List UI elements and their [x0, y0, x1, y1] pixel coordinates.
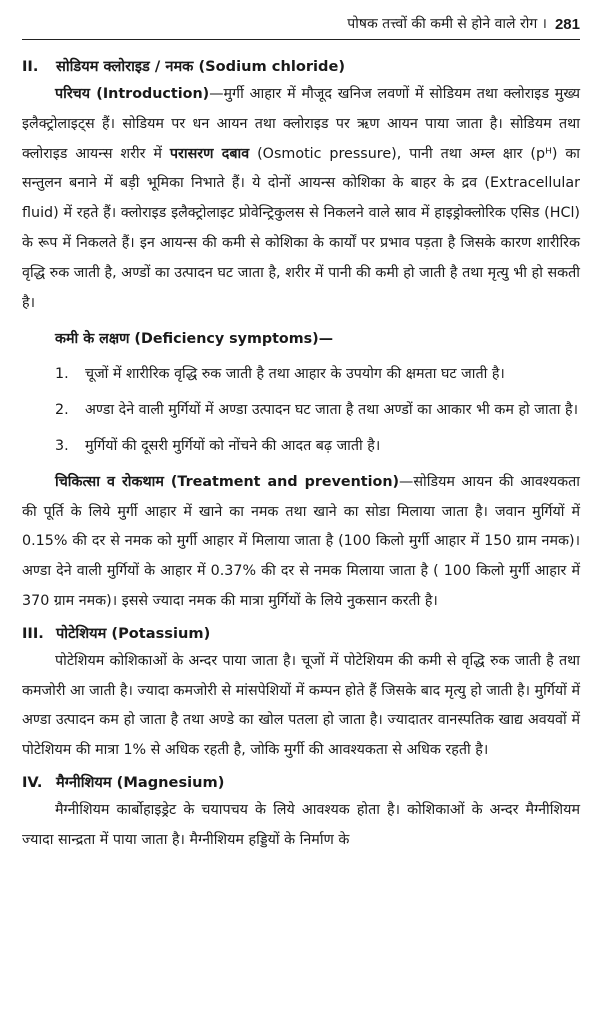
section-title: सोडियम क्लोराइड / नमक (Sodium chloride) [56, 58, 346, 75]
page-number: 281 [554, 16, 580, 33]
list-text: अण्डा देने वाली मुर्गियों में अण्डा उत्पादन घट जाता है तथा अण्डों का आकार भी कम हो जाता है। [85, 402, 579, 419]
intro-text: —मुर्गी आहार में मौजूद खनिज लवणों में सोडियम तथा क्लोराइड मुख्य इलैक्ट्रोलाइट्स हैं। सोडियम पर धन आयन तथा क्लोराइड पर ऋण आयन पाया जाता है। सोडियम तथा क्लोराइड आयन्स शरीर में [22, 86, 580, 162]
intro-text-continued: (Osmotic pressure), पानी तथा अम्ल क्षार (pᴴ) का सन्तुलन बनाने में बड़ी भूमिका निभाते हैं। ये दोनों आयन्स कोशिका के बाहर के द्रव (Extracellular fluid) में रहते हैं। क्लोराइड इलैक्ट्रोलाइट प्रोवेन्ट्रिकुलस से निकलने वाले स्राव में हाइड्रोक्लोरिक एसिड (HCl) के रूप में निकलते हैं। इन आयन्स की कमी से कोशिका के कार्यों पर प्रभाव पड़ता है जिसके कारण शारीरिक वृद्धि रुक जाती है, अण्डों का उत्पादन घट जाता है, शरीर में पानी की कमी हो जाती है तथा मृत्यु भी हो सकती है। [22, 145, 581, 311]
section-heading-potassium [22, 623, 580, 643]
sodium-intro-paragraph [22, 80, 580, 318]
section-title: पोटेशियम (Potassium) [56, 624, 211, 642]
list-item [22, 432, 580, 462]
treatment-text: —सोडियम आयन की आवश्यकता की पूर्ति के लिये मुर्गी आहार में खाने का नमक तथा खाने का सोडा मिलाया जाता है। जवान मुर्गियों में 0.15% की दर से नमक को मुर्गी आहार में मिलाया जाता है (100 किलो मुर्गी आहार में 150 ग्राम नमक)। अण्डा देने वाली मुर्गियों के आहार में 0.37% की दर से नमक मिलाया जाता है ( 100 किलो मुर्गी आहार में 370 ग्राम नमक)। इससे ज्यादा नमक की मात्रा मुर्गियों के लिये नुकसान करती है। [22, 473, 581, 609]
list-text: मुर्गियों की दूसरी मुर्गियों को नोंचने की आदत बढ़ जाती है। [85, 437, 381, 454]
list-number: 1. [55, 366, 69, 383]
section-numeral: IV. [22, 773, 43, 791]
section-numeral: II. [22, 58, 39, 75]
intro-label: परिचय (Introduction) [55, 86, 210, 102]
list-number: 3. [55, 437, 69, 454]
list-number: 2. [55, 402, 69, 419]
symptoms-list [22, 360, 580, 461]
list-item [22, 360, 580, 390]
deficiency-symptoms-label: कमी के लक्षण (Deficiency symptoms)— [55, 331, 333, 348]
section-heading-sodium [22, 56, 580, 76]
treatment-paragraph [22, 468, 580, 617]
running-header [22, 0, 580, 40]
list-text: चूजों में शारीरिक वृद्धि रुक जाती है तथा आहार के उपयोग की क्षमता घट जाती है। [85, 366, 505, 383]
section-heading-magnesium [22, 772, 580, 792]
section-numeral: III. [22, 624, 44, 642]
treatment-label: चिकित्सा व रोकथाम (Treatment and prevention) [55, 473, 400, 490]
potassium-paragraph: पोटेशियम कोशिकाओं के अन्दर पाया जाता है। चूजों में पोटेशियम की कमी से वृद्धि रुक जाती है तथा कमजोरी आ जाती है। ज्यादा कमजोरी से मांसपेशियों में कम्पन होते हैं जिसके बाद मृत्यु हो जाती है। मुर्गियों में अण्डा उत्पादन कम हो जाता है तथा अण्डे का खोल पतला हो जाता है। ज्यादातर वानस्पतिक खाद्य अवयवों में पोटेशियम की मात्रा 1% से अधिक रहती है, जोकि मुर्गी की आवश्यकता से अधिक रहती है। [22, 652, 580, 759]
osmotic-pressure-term: परासरण दबाव [169, 145, 250, 162]
list-item [22, 396, 580, 426]
running-header-title: पोषक तत्त्वों की कमी से होने वाले रोग । [347, 16, 547, 32]
magnesium-paragraph: मैग्नीशियम कार्बोहाइड्रेट के चयापचय के लिये आवश्यक होता है। कोशिकाओं के अन्दर मैग्नीशियम ज्यादा सान्द्रता में पाया जाता है। मैग्नीशियम हड्डियों के निर्माण के [22, 801, 580, 848]
section-title: मैग्नीशियम (Magnesium) [56, 773, 225, 791]
